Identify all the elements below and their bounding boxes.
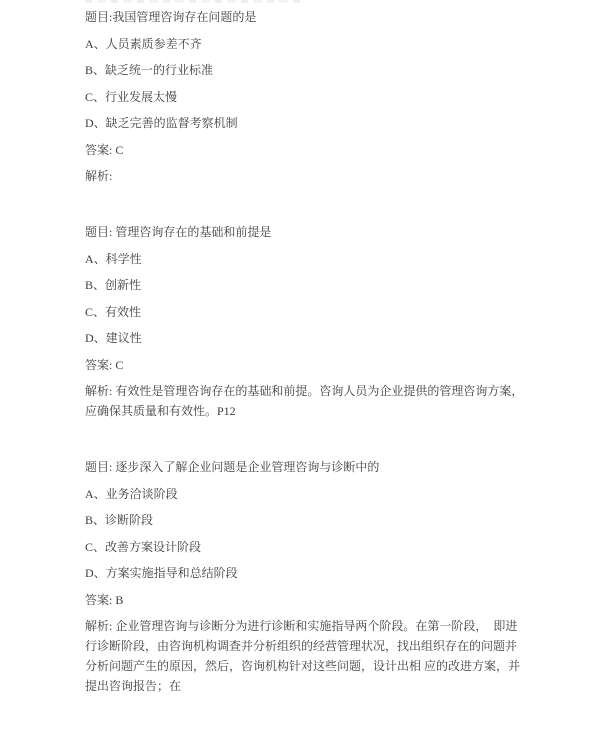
question-title: 题目: 逐步深入了解企业问题是企业管理咨询与诊断中的 <box>85 460 380 474</box>
question-block-2 <box>85 222 530 421</box>
option-d: D、方案实施指导和总结阶段 <box>85 566 238 580</box>
option-d: D、缺乏完善的监督考察机制 <box>85 116 238 130</box>
option-c: C、改善方案设计阶段 <box>85 539 202 554</box>
answer-line: 答案: C <box>85 357 124 372</box>
option-a: A、业务洽谈阶段 <box>85 486 178 501</box>
question-title: 题目:我国管理咨询存在问题的是 <box>85 10 257 24</box>
analysis-line: 解析: <box>85 169 113 183</box>
clipped-previous-line <box>85 0 300 3</box>
answer-line: 答案: C <box>85 142 124 157</box>
question-block-3 <box>85 457 527 696</box>
analysis-line: 解析: 企业管理咨询与诊断分为进行诊断和实施指导两个阶段。在第一阶段， 即进行诊断阶段，由咨询机构调查并分析组织的经营管理状况，找出组织存在的问题并分析问题产生的原因，然后，咨询机构针对这些问题，设计出相 应的改进方案，并提出咨询报告；在 <box>85 619 521 693</box>
option-d: D、建议性 <box>85 331 142 345</box>
option-c: C、有效性 <box>85 304 142 319</box>
answer-line: 答案: B <box>85 592 124 607</box>
option-b: B、诊断阶段 <box>85 513 154 527</box>
analysis-line: 解析: 有效性是管理咨询存在的基础和前提。咨询人员为企业提供的管理咨询方案， 应确保其质量和有效性。P12 <box>85 384 530 418</box>
question-title: 题目: 管理咨询存在的基础和前提是 <box>85 225 272 239</box>
question-block-1 <box>85 7 527 186</box>
option-c: C、行业发展太慢 <box>85 89 178 104</box>
option-b: B、创新性 <box>85 278 142 292</box>
option-b: B、缺乏统一的行业标准 <box>85 63 214 77</box>
option-a: A、人员素质参差不齐 <box>85 36 202 51</box>
option-a: A、科学性 <box>85 251 142 266</box>
